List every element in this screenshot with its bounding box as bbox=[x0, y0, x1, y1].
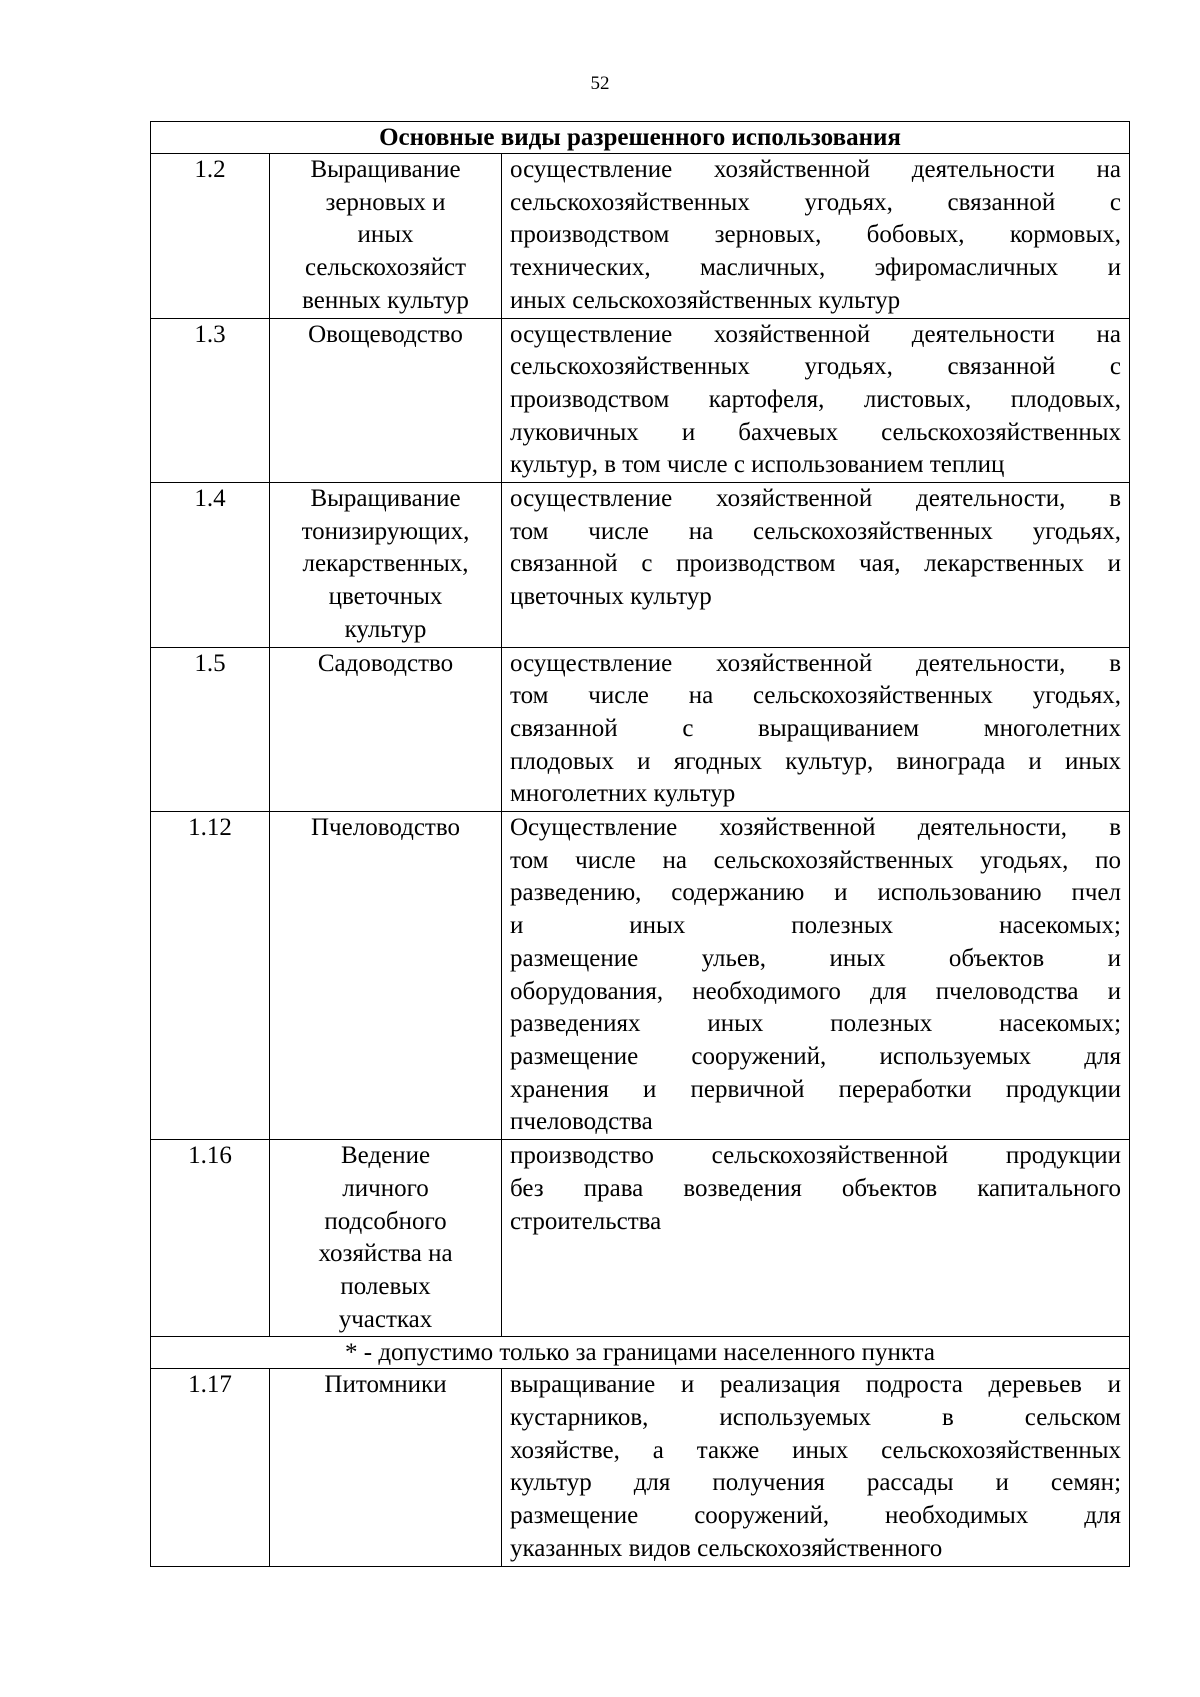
row-description-line: осуществление хозяйственной деятельности, в bbox=[510, 485, 1122, 513]
table-row bbox=[151, 812, 1130, 1140]
row-description-line: Осуществление хозяйственной деятельности, в bbox=[510, 814, 1122, 842]
row-name-line: лекарственных, bbox=[302, 550, 469, 578]
row-description-line: культур для получения рассады и семян; bbox=[510, 1469, 1122, 1497]
row-description-line: луковичных и бахчевых сельскохозяйственных bbox=[510, 418, 1122, 446]
row-description-line: строительства bbox=[510, 1207, 662, 1235]
row-name bbox=[270, 1369, 502, 1566]
row-name-line: зерновых и bbox=[325, 188, 446, 216]
row-code: 1.2 bbox=[151, 154, 270, 319]
row-name-line: участках bbox=[338, 1305, 433, 1333]
row-name-line: хозяйства на bbox=[318, 1240, 453, 1268]
row-description-line: без права возведения объектов капитального bbox=[510, 1174, 1122, 1202]
row-description-line: связанной с выращиванием многолетних bbox=[510, 714, 1122, 742]
row-description-line: том числе на сельскохозяйственных угодьях, bbox=[510, 517, 1122, 545]
row-description-line: осуществление хозяйственной деятельности на bbox=[510, 320, 1122, 348]
row-name bbox=[270, 1140, 502, 1337]
row-name-line: Садоводство bbox=[317, 649, 454, 677]
row-code: 1.5 bbox=[151, 647, 270, 812]
row-name-line: Выращивание bbox=[310, 156, 461, 183]
table-row bbox=[151, 483, 1130, 648]
row-name bbox=[270, 483, 502, 648]
row-description-line: и иных полезных насекомых; bbox=[510, 912, 1122, 940]
row-name-line: Пчеловодство bbox=[311, 814, 460, 842]
row-description-line: пчеловодства bbox=[510, 1108, 653, 1136]
row-description-line: разведениях иных полезных насекомых; bbox=[510, 1010, 1122, 1038]
row-name-line: Овощеводство bbox=[308, 320, 463, 348]
table-row bbox=[151, 154, 1130, 319]
row-description-line: размещение сооружений, необходимых для bbox=[510, 1502, 1122, 1530]
row-code: 1.17 bbox=[151, 1369, 270, 1566]
table-header: Основные виды разрешенного использования bbox=[151, 122, 1130, 154]
row-name-line: личного bbox=[342, 1174, 429, 1202]
row-description bbox=[502, 647, 1130, 812]
row-description bbox=[502, 1369, 1130, 1566]
row-description bbox=[502, 483, 1130, 648]
table-note: * - допустимо только за границами населенного пункта bbox=[151, 1337, 1130, 1369]
row-name-line: культур bbox=[344, 615, 427, 643]
row-name-line: тонизирующих, bbox=[301, 517, 470, 545]
row-description-line: технических, масличных, эфиромасличных и bbox=[510, 254, 1122, 282]
row-description bbox=[502, 812, 1130, 1140]
row-description-line: размещение ульев, иных объектов и bbox=[510, 944, 1122, 972]
table-header-row bbox=[151, 122, 1130, 154]
row-name-line: полевых bbox=[340, 1272, 431, 1300]
row-description-line: производство сельскохозяйственной продукции bbox=[510, 1142, 1122, 1170]
row-description-line: плодовых и ягодных культур, винограда и иных bbox=[510, 747, 1122, 775]
table-row bbox=[151, 318, 1130, 483]
row-description bbox=[502, 154, 1130, 319]
row-description-line: осуществление хозяйственной деятельности, в bbox=[510, 649, 1122, 677]
row-description-line: указанных видов сельскохозяйственного bbox=[510, 1534, 943, 1562]
table-row bbox=[151, 647, 1130, 812]
row-description-line: производством зерновых, бобовых, кормовых, bbox=[510, 221, 1122, 249]
row-name-line: Питомники bbox=[324, 1371, 447, 1399]
row-description-line: хранения и первичной переработки продукции bbox=[510, 1075, 1122, 1103]
row-name bbox=[270, 154, 502, 319]
row-description-line: том числе на сельскохозяйственных угодьях, bbox=[510, 682, 1122, 710]
row-description-line: разведению, содержанию и использованию пчел bbox=[510, 879, 1122, 907]
row-description-line: сельскохозяйственных угодьях, связанной с bbox=[510, 353, 1122, 381]
row-description-line: иных сельскохозяйственных культур bbox=[510, 286, 901, 314]
table-row bbox=[151, 1369, 1130, 1566]
row-description-line: производством картофеля, листовых, плодовых, bbox=[510, 385, 1122, 413]
row-description-line: размещение сооружений, используемых для bbox=[510, 1042, 1122, 1070]
permitted-use-table bbox=[150, 121, 1130, 1567]
row-description-line: культур, в том числе с использованием теплиц bbox=[510, 451, 1005, 479]
row-description-line: цветочных культур bbox=[510, 583, 712, 611]
table-note-row bbox=[151, 1337, 1130, 1369]
row-name-line: Выращивание bbox=[310, 485, 461, 513]
row-description bbox=[502, 318, 1130, 483]
row-description-line: кустарников, используемых в сельском bbox=[510, 1404, 1122, 1432]
row-name-line: венных культур bbox=[302, 286, 469, 314]
row-name bbox=[270, 647, 502, 812]
row-description-line: осуществление хозяйственной деятельности на bbox=[510, 156, 1122, 183]
row-description-line: оборудования, необходимого для пчеловодства и bbox=[510, 977, 1122, 1005]
page-number: 52 bbox=[590, 73, 610, 94]
row-description-line: многолетних культур bbox=[510, 780, 736, 808]
table-row bbox=[151, 1140, 1130, 1337]
row-name bbox=[270, 812, 502, 1140]
row-name-line: иных bbox=[357, 221, 414, 249]
row-name-line: Ведение bbox=[340, 1142, 431, 1170]
row-code: 1.4 bbox=[151, 483, 270, 648]
row-description bbox=[502, 1140, 1130, 1337]
row-name-line: цветочных bbox=[328, 583, 443, 611]
row-description-line: хозяйстве, а также иных сельскохозяйственных bbox=[510, 1436, 1122, 1464]
table-body bbox=[151, 122, 1130, 1567]
row-name-line: подсобного bbox=[324, 1207, 447, 1235]
row-code: 1.3 bbox=[151, 318, 270, 483]
row-description-line: сельскохозяйственных угодьях, связанной с bbox=[510, 188, 1122, 216]
row-description-line: том числе на сельскохозяйственных угодьях, по bbox=[510, 846, 1122, 874]
row-name-line: сельскохозяйст bbox=[304, 254, 467, 282]
row-description-line: выращивание и реализация подроста деревьев и bbox=[510, 1371, 1122, 1399]
row-description-line: связанной с производством чая, лекарственных и bbox=[510, 550, 1122, 578]
row-code: 1.12 bbox=[151, 812, 270, 1140]
row-code: 1.16 bbox=[151, 1140, 270, 1337]
row-name bbox=[270, 318, 502, 483]
